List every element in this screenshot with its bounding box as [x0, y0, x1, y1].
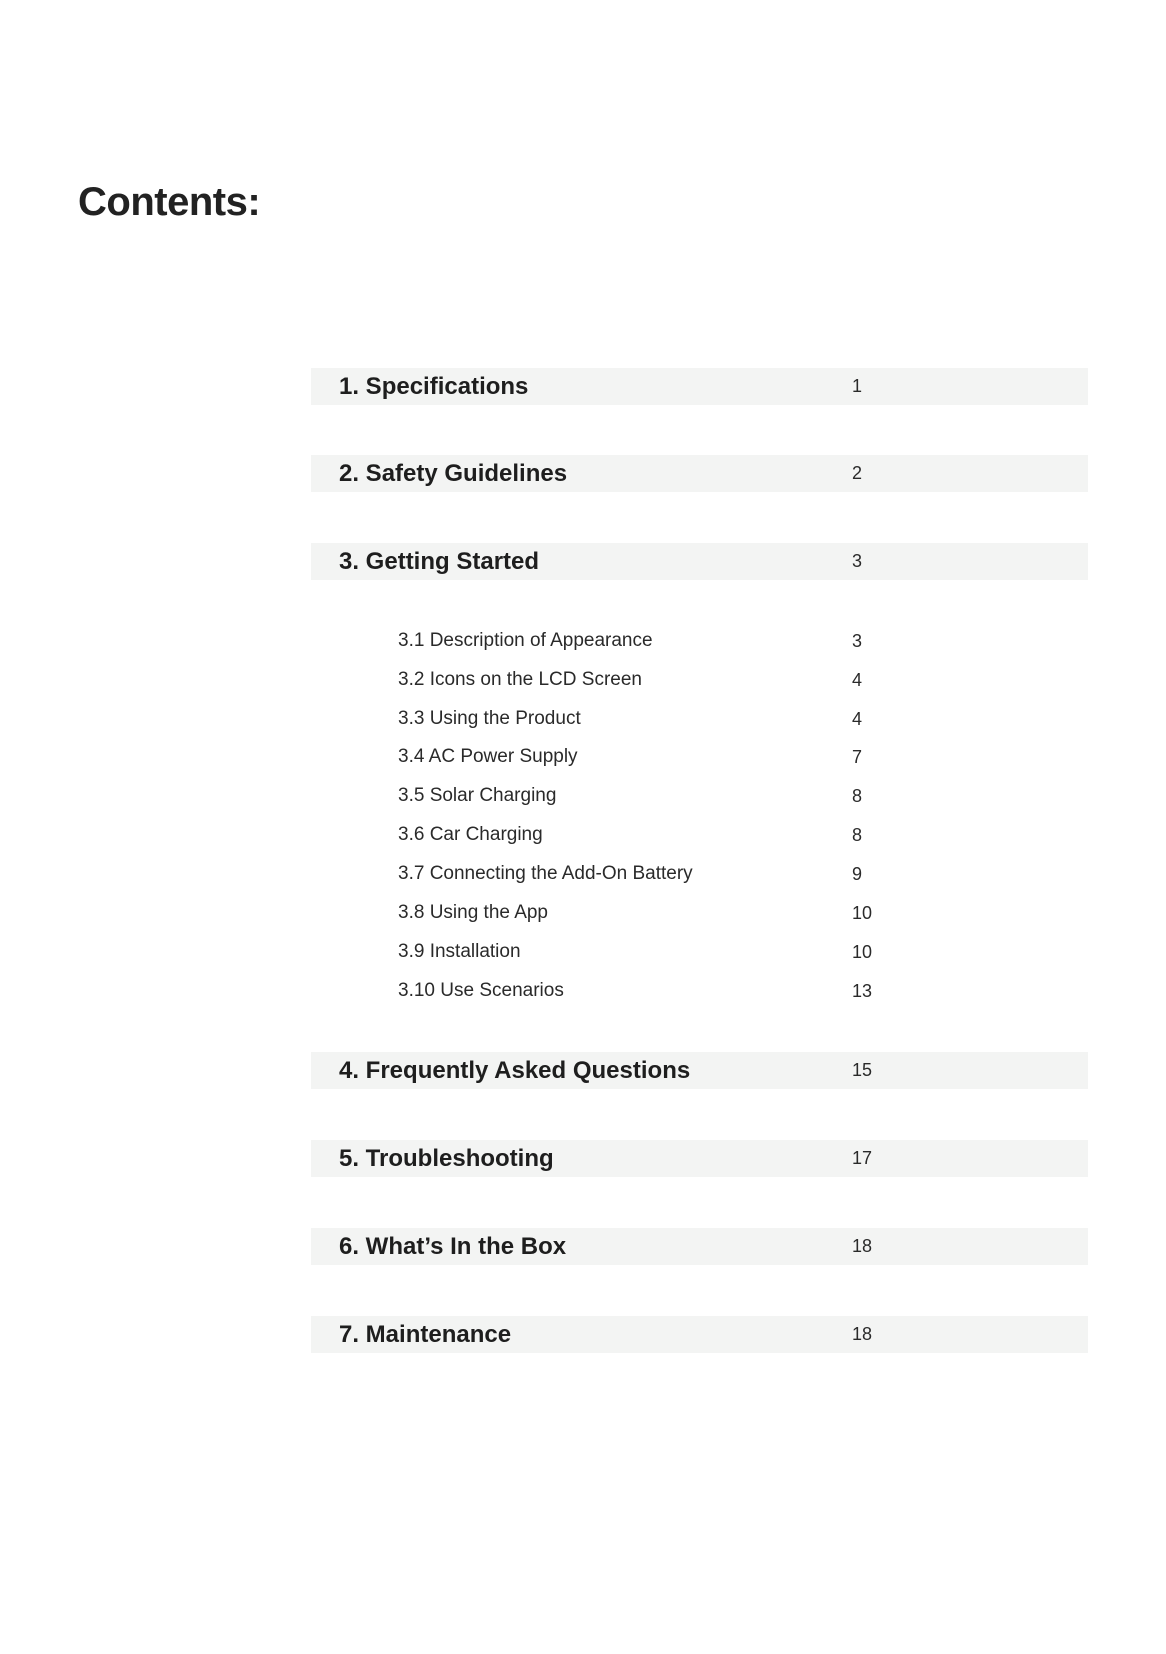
toc-subsection-label: 3.4 AC Power Supply — [398, 746, 578, 767]
toc-section-label: 4. Frequently Asked Questions — [339, 1057, 691, 1084]
toc-subsection-solar-charging[interactable] — [398, 781, 898, 811]
toc-page-number: 18 — [852, 1324, 873, 1344]
toc-subsection-label: 3.9 Installation — [398, 941, 521, 962]
toc-subsection-label: 3.10 Use Scenarios — [398, 980, 564, 1001]
toc-subsection-car-charging[interactable] — [398, 820, 898, 850]
toc-subsection-ac-power-supply[interactable] — [398, 742, 898, 772]
toc-subsection-label: 3.6 Car Charging — [398, 824, 543, 845]
toc-page-number: 2 — [852, 463, 863, 483]
toc-page-number: 10 — [852, 942, 873, 962]
toc-subsection-icons-on-lcd-screen[interactable] — [398, 665, 898, 695]
toc-subsection-description-of-appearance[interactable] — [398, 626, 898, 656]
toc-section-label: 2. Safety Guidelines — [339, 460, 568, 487]
toc-page-number: 17 — [852, 1148, 873, 1168]
toc-subsection-label: 3.5 Solar Charging — [398, 785, 557, 806]
page-title: Contents: — [78, 180, 261, 224]
toc-section-label: 6. What’s In the Box — [339, 1233, 567, 1260]
toc-page-number: 8 — [852, 786, 863, 806]
toc-section-specifications[interactable] — [311, 368, 1088, 405]
toc-section-safety-guidelines[interactable] — [311, 455, 1088, 492]
toc-page-number: 1 — [852, 376, 863, 396]
toc-subsection-installation[interactable] — [398, 937, 898, 967]
toc-section-label: 3. Getting Started — [339, 548, 540, 575]
toc-page-number: 4 — [852, 709, 863, 729]
toc-page-number: 3 — [852, 551, 863, 571]
toc-section-whats-in-the-box[interactable] — [311, 1228, 1088, 1265]
toc-page-number: 13 — [852, 981, 873, 1001]
toc-section-getting-started[interactable] — [311, 543, 1088, 580]
toc-subsection-using-the-app[interactable] — [398, 898, 898, 928]
toc-section-label: 7. Maintenance — [339, 1321, 512, 1348]
toc-subsection-label: 3.2 Icons on the LCD Screen — [398, 669, 642, 690]
toc-page-number: 15 — [852, 1060, 873, 1080]
toc-subsection-label: 3.3 Using the Product — [398, 708, 581, 729]
toc-section-label: 1. Specifications — [339, 373, 529, 400]
toc-subsection-label: 3.1 Description of Appearance — [398, 630, 653, 651]
toc-subsection-use-scenarios[interactable] — [398, 976, 898, 1006]
toc-page-number: 3 — [852, 631, 863, 651]
toc-page-number: 4 — [852, 670, 863, 690]
toc-page-number: 18 — [852, 1236, 873, 1256]
toc-page-number: 10 — [852, 903, 873, 923]
toc-page-number: 8 — [852, 825, 863, 845]
toc-section-maintenance[interactable] — [311, 1316, 1088, 1353]
toc-section-label: 5. Troubleshooting — [339, 1145, 554, 1172]
toc-subsection-label: 3.7 Connecting the Add-On Battery — [398, 863, 693, 884]
toc-subsection-using-the-product[interactable] — [398, 704, 898, 734]
toc-subsection-label: 3.8 Using the App — [398, 902, 548, 923]
toc-page-number: 7 — [852, 747, 863, 767]
toc-page-number: 9 — [852, 864, 863, 884]
toc-subsection-connecting-add-on-battery[interactable] — [398, 859, 898, 889]
toc-section-troubleshooting[interactable] — [311, 1140, 1088, 1177]
toc-section-faq[interactable] — [311, 1052, 1088, 1089]
